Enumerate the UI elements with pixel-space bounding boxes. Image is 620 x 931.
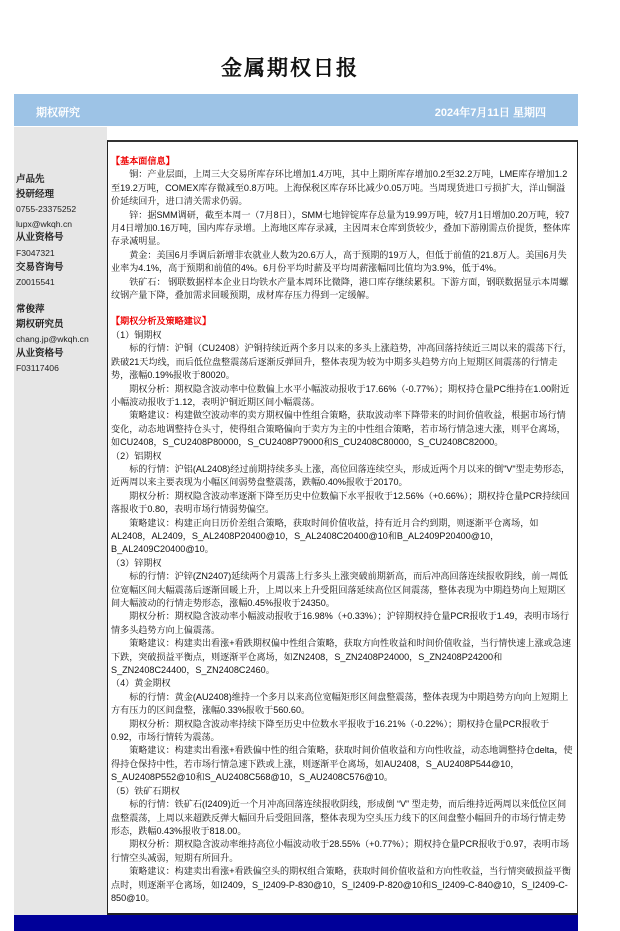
page-body <box>14 127 578 931</box>
fundamentals-iron-ore: 铁矿石： 钢联数据样本企业日均铁水产量本周环比微降，港口库存继续累积。下游方面，钢联数据显示本周螺纹钢产量下降，叠加需求回暖预期，成材库存压力得到一定缓解。 <box>111 276 569 301</box>
footer-bar <box>14 915 578 931</box>
gold-market: 标的行情：黄金(AU2408)维持一个多月以来高位宽幅矩形区间盘整震荡，整体表现为中期趋势方向向上短期上方有压力的区间盘整，涨幅0.33%报收于560.60。 <box>111 691 569 716</box>
iron-ore-options: 期权分析：期权隐含波动率维持高位小幅波动收于28.55%（+0.77%）；期权持仓量PCR报收于0.97，表明市场行情空头减弱，短期有所回升。 <box>111 839 570 863</box>
report-date: 2024年7月11日 星期四 <box>434 107 546 119</box>
zinc-market: 标的行情：沪锌(ZN2407)延续两个月震荡上行多头上涨突破前期新高，而后冲高回落连续报收阴线，前一周低位宽幅区间大幅震荡后逐渐回暖上升，上周以来上升受阻回落延续高位区间震荡，整体表现为中期趋势向上短期区间大幅波动的行情走势形态，涨幅0.45%报收于24350。 <box>111 571 568 608</box>
section-title-copper: （1）铜期权 <box>111 329 162 340</box>
iron-ore-market: 标的行情：铁矿石(I2409)近一个月冲高回落连续报收阴线，形成倒 “V” 型走势，而后维持近两周以来低位区间盘整震荡，上周以来超跌反弹大幅回升后受阻回落，整体表现为空头压力线下的区间盘整小幅回升的市场行情走势形态，跌幅0.43%报收于818.00。 <box>111 799 567 836</box>
analysis-heading: 【期权分析及策略建议】 <box>111 316 212 327</box>
analyst-email[interactable]: lupx@wkqh.cn <box>16 218 73 229</box>
license-label: 从业资格号 <box>16 232 64 244</box>
fundamentals-heading: 【基本面信息】 <box>111 156 175 166</box>
consult-label: 交易咨询号 <box>16 261 64 273</box>
analyst-card <box>16 173 76 290</box>
zinc-strategy: 策略建议：构建卖出看涨+看跌期权偏中性组合策略，获取方向性收益和时间价值收益，当行情快速上涨或急速下跌，突破损益平衡点，则逐渐平仓离场，如ZN2408，S_ZN2408P24000，S_ZN2408P24200和S_ZN2408C24400，S_ZN2408C2460。 <box>111 638 571 676</box>
copper-options: 期权分析：期权隐含波动率中位数偏上水平小幅波动报收于17.66%（-0.77%）；期权持仓量PC维持在1.00附近小幅波动报收于1.12，表明沪铜近期区间小幅震荡。 <box>111 383 570 407</box>
iron-ore-strategy: 策略建议：构建卖出看涨+看跌偏空头的期权组合策略，获取时间价值收益和方向性收益，当行情突破损益平衡点时，则逐渐平仓离场，如I2409，S_I2409-P-830@10，S_I2409-P-820@10和S_I2409-C-840@10，S_I2409-C-850@10。 <box>111 866 571 903</box>
copper-market: 标的行情：沪铜（CU2408）沪铜持续近两个多月以来的多头上涨趋势，冲高回落持续近三周以来的震荡下行，跌破21天均线，而后低位盘整震荡后逐渐反弹回升，整体表现为较为中期多头趋势方向上短期区间震荡的行情走势，涨幅0.19%报收于80020。 <box>111 343 572 381</box>
analyst-name: 常俊萍 <box>16 304 45 315</box>
section-title-zinc: （3）锌期权 <box>111 557 162 568</box>
aluminum-strategy: 策略建议：构建正向日历价差组合策略，获取时间价值收益，持有近月合约到期，则逐渐平仓离场，如AL2408，AL2409，S_AL2408P20400@10，S_AL2408C20400@10和B_AL2409P20400@10，B_AL2409C20400@10。 <box>111 517 539 555</box>
copper-strategy: 策略建议：构建做空波动率的卖方期权偏中性组合策略，获取波动率下降带来的时间价值收益，根据市场行情变化，动态地调整持仓头寸，使得组合策略偏向于卖方为主的中性组合策略，若市场行情急速大涨，则平仓离场，如CU2408，S_CU2408P80000，S_CU2408P79000和S_CU2408C80000，S_CU2408C82000。 <box>111 410 566 448</box>
section-title-iron-ore: （5）铁矿石期权 <box>111 785 180 796</box>
section-title-aluminum: （2）铝期权 <box>111 450 162 461</box>
analyst-phone: 0755-23375252 <box>16 204 77 215</box>
analyst-card <box>16 303 89 376</box>
license-label: 从业资格号 <box>16 347 64 359</box>
analyst-role: 期权研究员 <box>16 318 64 330</box>
section-title-gold: （4）黄金期权 <box>111 678 171 689</box>
gold-options: 期权分析：期权隐含波动率持续下降至历史中位数水平报收于16.21%（-0.22%）；期权持仓量PCR报收于0.92，市场行情转为震荡。 <box>111 718 550 743</box>
analyst-role: 投研经理 <box>16 188 55 200</box>
license-number: F3047321 <box>16 247 55 258</box>
license-number: F03117406 <box>16 363 59 374</box>
fundamentals-zinc: 锌：据SMM调研，截至本周一（7月8日），SMM七地锌锭库存总量为19.99万吨，较7月1日增加0.20万吨，较7月4日增加0.16万吨，国内库存录增。上海地区库存录减，主因周末仓库到货较少，叠加下游刚需点价提货，整体库存录减明显。 <box>111 209 571 247</box>
analyst-email[interactable]: chang.jp@wkqh.cn <box>16 334 89 345</box>
consult-number: Z0015541 <box>16 277 55 288</box>
section-label: 期权研究 <box>36 107 80 119</box>
gold-strategy: 策略建议：构建卖出看涨+看跌偏中性的组合策略，获取时间价值收益和方向性收益，动态地调整持仓delta，使得持仓保持中性，若市场行情急速下跌或上涨，则逐渐平仓离场，如AU2408，S_AU2408P544@10，S_AU2408P552@10和S_AU2408C568@10，S_AU2408C576@10。 <box>111 745 573 783</box>
analyst-sidebar <box>14 127 107 915</box>
report-body <box>107 140 578 915</box>
aluminum-options: 期权分析：期权隐含波动率逐渐下降至历史中位数偏下水平报收于12.56%（+0.66%）；期权持仓量PCR持续回落报收于0.80，表明市场行情弱势偏空。 <box>111 490 570 515</box>
header-bar <box>14 94 578 126</box>
report-title: 金属期权日报 <box>221 55 359 80</box>
aluminum-market: 标的行情：沪铝(AL2408)经过前期持续多头上涨，高位回落连续空头，形成近两个月以来的倒"V"型走势形态，近两周以来主要表现为小幅区间弱势盘整震荡，跌幅0.40%报收于20170。 <box>111 463 571 488</box>
zinc-options: 期权分析：期权隐含波动率小幅波动报收于16.98%（+0.33%）；沪锌期权持仓量PCR报收于1.49，表明市场行情多头趋势方向上偏震荡。 <box>111 611 570 635</box>
fundamentals-copper: 铜：产业层面，上周三大交易所库存环比增加1.4万吨，其中上期所库存增加0.2至32.2万吨，LME库存增加1.2至19.2万吨，COMEX库存微减至0.8万吨。上海保税区库存环比减少0.05万吨。当周现货进口亏损扩大，洋山铜溢价延续回升，进口清关需求仍弱。 <box>111 169 568 207</box>
analyst-name: 卢品先 <box>16 174 45 185</box>
fundamentals-gold: 黄金：美国6月季调后新增非农就业人数为20.6万人，高于预期的19万人，但低于前值的21.8万人。美国6月失业率为4.1%，高于预期和前值的4%。6月份平均时薪及平均周薪涨幅同比值均为3.9%，低于4%。 <box>111 249 567 274</box>
